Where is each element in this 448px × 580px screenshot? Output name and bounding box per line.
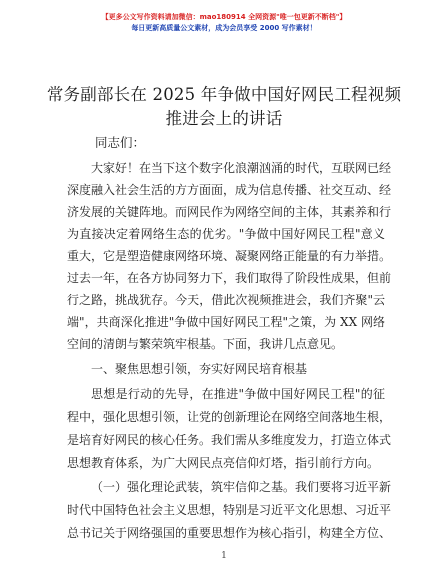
section-heading: 一、聚焦思想引领，夯实好网民培育根基 [91, 362, 308, 376]
body-line: 是培育好网民的核心任务。我们需从多维度发力，打造立体式 [67, 433, 392, 447]
body-line: 总书记关于网络强国的重要思想作为核心指引，构建全方位、 [67, 526, 392, 540]
title-line-2: 推进会上的讲话 [165, 109, 283, 128]
body-line: 时代中国特色社会主义思想，特别是习近平文化思想、习近平 [67, 503, 392, 517]
body-line: 程中，强化思想引领，让党的创新理论在网络空间落地生根， [67, 410, 392, 424]
title-line-1: 常务副部长在 2025 年争做中国好网民工程视频 [46, 85, 402, 104]
body-line: 行之路，挑战犹存。今天，借此次视频推进会，我们齐聚"云 [67, 293, 385, 307]
body-line: 深度融入社会生活的方方面面，成为信息传播、社交互动、经 [67, 183, 392, 197]
body-line: 空间的清朗与繁荣筑牢根基。下面，我讲几点意见。 [67, 337, 344, 351]
body-line: 思想教育体系，为广大网民点亮信仰灯塔，指引前行方向。 [67, 456, 380, 470]
promo-banner-line-2: 每日更新高质量公文素材，成为会员享受 2000 写作素材！ [131, 24, 317, 32]
body-line: （一）强化理论武装，筑牢信仰之基。我们要将习近平新 [91, 480, 392, 494]
greeting: 同志们： [95, 135, 146, 150]
document-title [30, 83, 418, 131]
body-line: 过去一年，在各方协同努力下，我们取得了阶段性成果，但前 [67, 271, 392, 285]
body-line: 重大，它是塑造健康网络环境、凝聚网络正能量的有力举措。 [67, 249, 392, 263]
body-line: 思想是行动的先导，在推进"争做中国好网民工程"的征 [91, 387, 385, 401]
page-number: 1 [221, 551, 227, 561]
body-line: 大家好！在当下这个数字化浪潮汹涌的时代，互联网已经 [91, 161, 392, 175]
body-line: 端"，共商深化推进"争做中国好网民工程"之策，为 XX 网络 [67, 315, 385, 329]
body-line: 为直接决定着网络生态的优劣。"争做中国好网民工程"意义 [67, 227, 385, 241]
promo-banner-line-1: 【更多公文写作资料请加微信：mao180914 全网资源"唯一包更新不断档"】 [101, 13, 347, 21]
body-line: 济发展的关键阵地。而网民作为网络空间的主体，其素养和行 [67, 205, 392, 219]
